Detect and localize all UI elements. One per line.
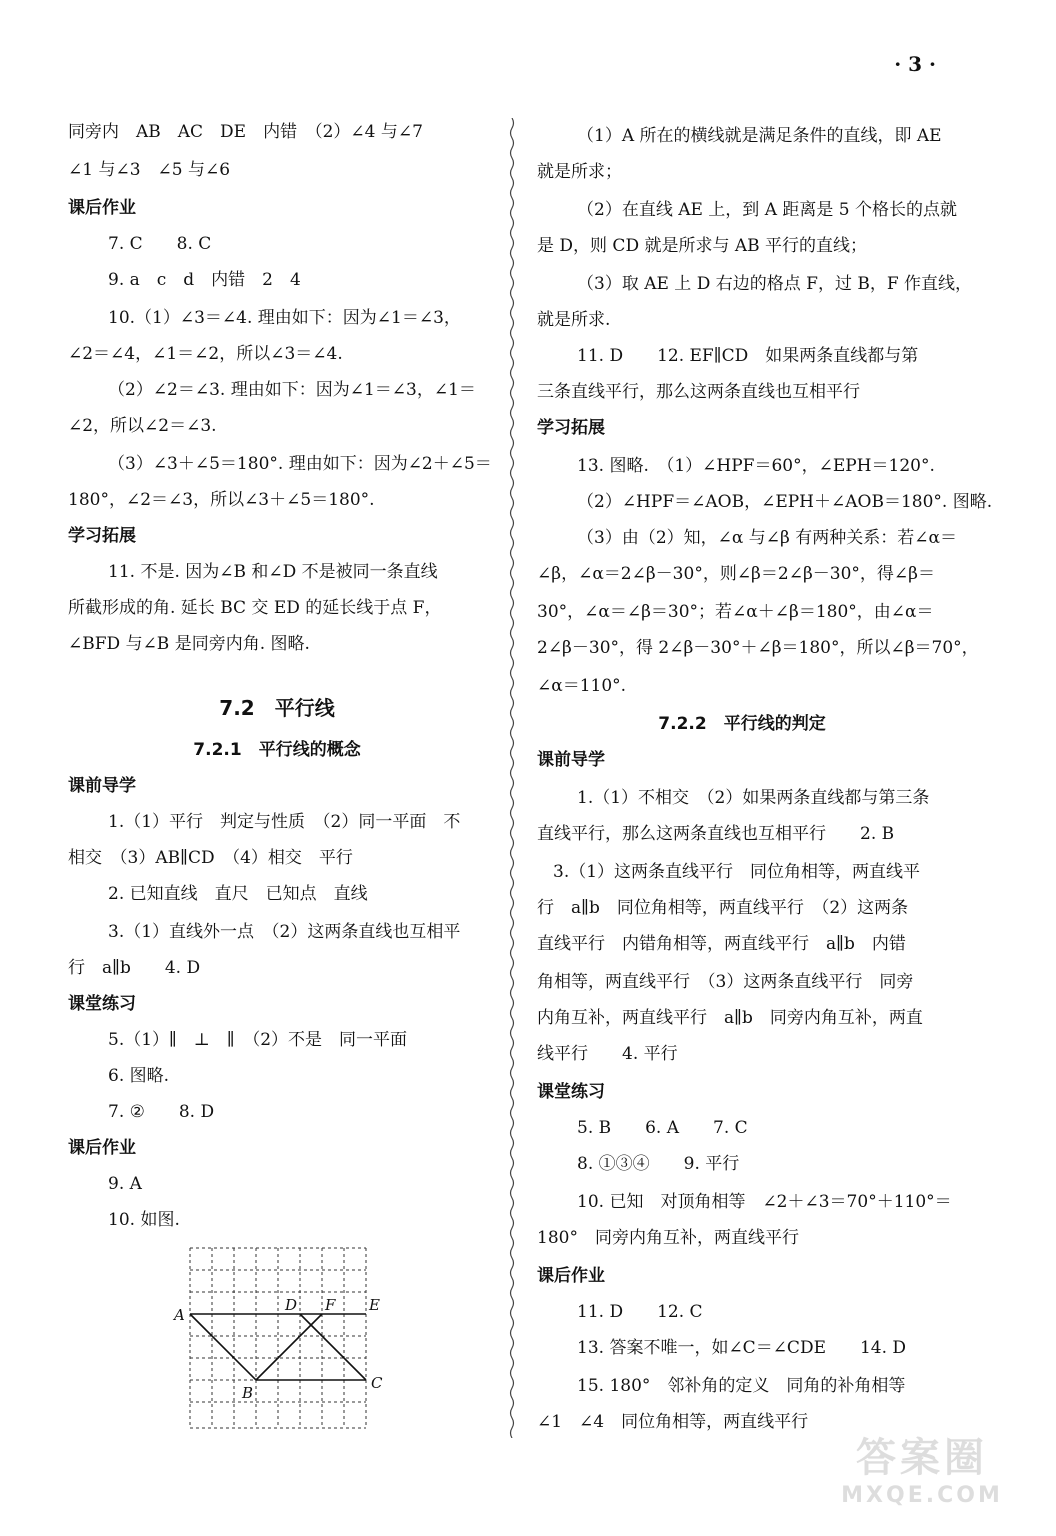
- text-line: 1.（1）不相交 （2）如果两条直线都与第三条: [577, 788, 930, 808]
- text-line: ∠2，所以∠2＝∠3.: [68, 416, 217, 436]
- heading-classwork: 课堂练习: [537, 1082, 605, 1102]
- text-line: 13. 图略. （1）∠HPF＝60°，∠EPH＝120°.: [577, 456, 935, 476]
- text-line: （2）∠2＝∠3. 理由如下：因为∠1＝∠3，∠1＝: [108, 380, 476, 400]
- text-line: ∠1 与∠3 ∠5 与∠6: [68, 160, 231, 180]
- text-line: 15. 180° 邻补角的定义 同角的补角相等: [577, 1376, 906, 1396]
- heading-homework: 课后作业: [68, 1138, 136, 1158]
- text-line: 11. D 12. C: [577, 1302, 703, 1322]
- text-line: 2. 已知直线 直尺 已知点 直线: [108, 884, 368, 904]
- line-AB: [190, 1314, 256, 1380]
- text-line: 5.（1）∥ ⊥ ∥ （2）不是 同一平面: [108, 1030, 408, 1050]
- text-line: （1）A 所在的横线就是满足条件的直线，即 AE: [577, 126, 942, 146]
- text-line: ∠BFD 与∠B 是同旁内角. 图略.: [68, 634, 310, 654]
- watermark-url: MXQE.COM: [841, 1483, 1003, 1508]
- label-B: B: [242, 1384, 254, 1402]
- label-C: C: [371, 1374, 383, 1392]
- text-line: （2）∠HPF＝∠AOB，∠EPH＋∠AOB＝180°. 图略.: [577, 492, 993, 512]
- text-line: 内角互补，两直线平行 a∥b 同旁内角互补，两直: [537, 1008, 923, 1028]
- text-line: 13. 答案不唯一，如∠C＝∠CDE 14. D: [577, 1338, 907, 1358]
- text-line: 是 D，则 CD 就是所求与 AB 平行的直线；: [537, 236, 868, 256]
- section-title: 7.2 平行线: [219, 696, 335, 720]
- text-line: （3）由（2）知，∠α 与∠β 有两种关系：若∠α＝: [577, 528, 957, 548]
- heading-homework: 课后作业: [68, 198, 136, 218]
- watermark-logo: 答案圈: [856, 1435, 988, 1481]
- text-line: 5. B 6. A 7. C: [577, 1118, 748, 1138]
- text-line: 10. 已知 对顶角相等 ∠2＋∠3＝70°＋110°＝: [577, 1192, 952, 1212]
- text-line: ∠1 ∠4 同位角相等，两直线平行: [537, 1412, 809, 1432]
- text-line: 同旁内 AB AC DE 内错 （2）∠4 与∠7: [68, 122, 423, 142]
- text-line: 8. ①③④ 9. 平行: [577, 1154, 740, 1174]
- text-line: 角相等，两直线平行 （3）这两条直线平行 同旁: [537, 972, 914, 992]
- line-BF: [256, 1314, 322, 1380]
- heading-homework: 课后作业: [537, 1266, 605, 1286]
- text-line: 直线平行 内错角相等，两直线平行 a∥b 内错: [537, 934, 906, 954]
- text-line: 11. 不是. 因为∠B 和∠D 不是被同一条直线: [108, 562, 438, 582]
- heading-classwork: 课堂练习: [68, 994, 136, 1014]
- text-line: （2）在直线 AE 上，到 A 距离是 5 个格长的点就: [577, 200, 958, 220]
- text-line: 所截形成的角. 延长 BC 交 ED 的延长线于点 F，: [68, 598, 442, 618]
- text-line: 9. a c d 内错 2 4: [108, 270, 301, 290]
- text-line: ∠2＝∠4，∠1＝∠2，所以∠3＝∠4.: [68, 344, 343, 364]
- label-D: D: [285, 1296, 298, 1314]
- heading-extension: 学习拓展: [68, 526, 136, 546]
- text-line: 线平行 4. 平行: [537, 1044, 678, 1064]
- text-line: 3.（1）直线外一点 （2）这两条直线也互相平: [108, 922, 461, 942]
- subsection-title: 7.2.1 平行线的概念: [193, 740, 361, 760]
- subsection-title: 7.2.2 平行线的判定: [658, 714, 826, 734]
- grid-figure: [160, 1238, 400, 1438]
- text-line: 三条直线平行，那么这两条直线也互相平行: [537, 382, 860, 402]
- text-line: 30°，∠α＝∠β＝30°；若∠α＋∠β＝180°，由∠α＝: [537, 602, 934, 622]
- text-line: 10. 如图.: [108, 1210, 180, 1230]
- text-line: 就是所求；: [537, 162, 622, 182]
- text-line: 相交 （3）AB∥CD （4）相交 平行: [68, 848, 353, 868]
- column-divider: [508, 118, 516, 1438]
- watermark: [812, 1426, 1032, 1522]
- text-line: 11. D 12. EF∥CD 如果两条直线都与第: [577, 346, 919, 366]
- text-line: ∠α＝110°.: [537, 676, 627, 696]
- text-line: 7. C 8. C: [108, 234, 212, 254]
- text-line: 行 a∥b 同位角相等，两直线平行 （2）这两条: [537, 898, 909, 918]
- text-line: 就是所求.: [537, 310, 611, 330]
- label-E: E: [369, 1296, 380, 1314]
- text-line: 7. ② 8. D: [108, 1102, 215, 1122]
- text-line: 10.（1）∠3＝∠4. 理由如下：因为∠1＝∠3，: [108, 308, 461, 328]
- text-line: 9. A: [108, 1174, 142, 1194]
- label-F: F: [325, 1296, 336, 1314]
- heading-extension: 学习拓展: [537, 418, 605, 438]
- text-line: 2∠β－30°，得 2∠β－30°＋∠β＝180°，所以∠β＝70°，: [537, 638, 979, 658]
- text-line: 3.（1）这两条直线平行 同位角相等，两直线平: [553, 862, 921, 882]
- text-line: 直线平行，那么这两条直线也互相平行 2. B: [537, 824, 895, 844]
- text-line: 6. 图略.: [108, 1066, 170, 1086]
- label-A: A: [174, 1306, 185, 1324]
- text-line: （3）取 AE 上 D 右边的格点 F，过 B，F 作直线，: [577, 274, 973, 294]
- text-line: 1.（1）平行 判定与性质 （2）同一平面 不: [108, 812, 461, 832]
- text-line: 行 a∥b 4. D: [68, 958, 201, 978]
- line-DC: [300, 1314, 366, 1380]
- page-number: · 3 ·: [894, 52, 936, 76]
- text-line: ∠β，∠α＝2∠β－30°，则∠β＝2∠β－30°，得∠β＝: [537, 564, 935, 584]
- text-line: 180°，∠2＝∠3，所以∠3＋∠5＝180°.: [68, 490, 375, 510]
- heading-preview: 课前导学: [537, 750, 605, 770]
- text-line: 180° 同旁内角互补，两直线平行: [537, 1228, 799, 1248]
- heading-preview: 课前导学: [68, 776, 136, 796]
- text-line: （3）∠3＋∠5＝180°. 理由如下：因为∠2＋∠5＝: [108, 454, 492, 474]
